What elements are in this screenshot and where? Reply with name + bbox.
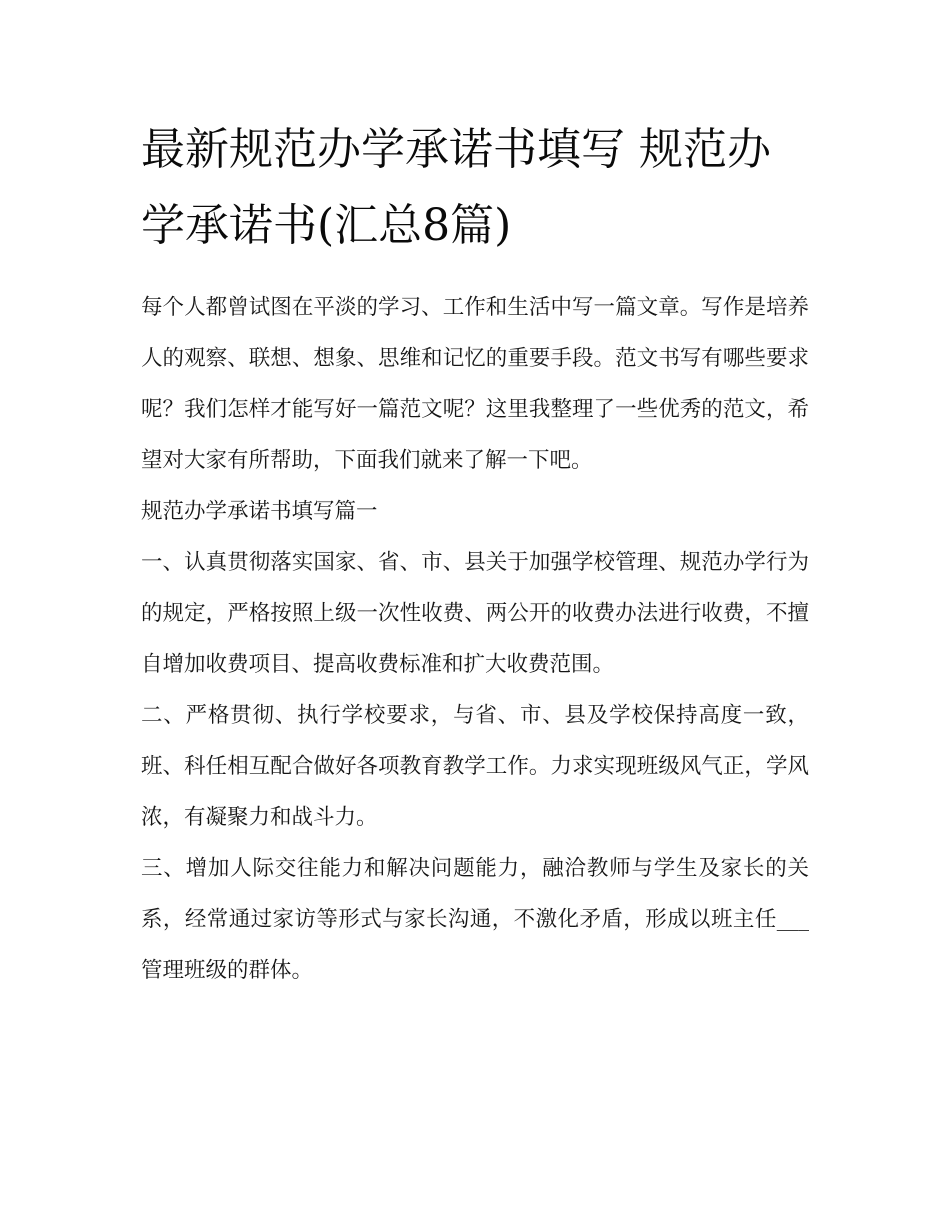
document-body [141,282,809,996]
document-title: 最新规范办学承诺书填写 规范办学承诺书(汇总8篇) [141,124,771,251]
clause-paragraph-2: 二、严格贯彻、执行学校要求，与省、市、县及学校保持高度一致，班、科任相互配合做好各项教育教学工作。力求实现班级风气正，学风浓，有凝聚力和战斗力。 [141,703,809,830]
document-page [141,112,809,996]
section-heading: 规范办学承诺书填写篇一 [141,499,378,524]
intro-paragraph: 每个人都曾试图在平淡的学习、工作和生活中写一篇文章。写作是培养人的观察、联想、想象、思维和记忆的重要手段。范文书写有哪些要求呢？我们怎样才能写好一篇范文呢？这里我整理了一些优秀的范文，希望对大家有所帮助，下面我们就来了解一下吧。 [141,295,809,473]
clause-paragraph-3: 三、增加人际交往能力和解决问题能力，融洽教师与学生及家长的关系，经常通过家访等形式与家长沟通，不激化矛盾，形成以班主任___管理班级的群体。 [141,856,809,983]
clause-paragraph-1: 一、认真贯彻落实国家、省、市、县关于加强学校管理、规范办学行为的规定，严格按照上级一次性收费、两公开的收费办法进行收费，不擅自增加收费项目、提高收费标准和扩大收费范围。 [141,550,809,677]
